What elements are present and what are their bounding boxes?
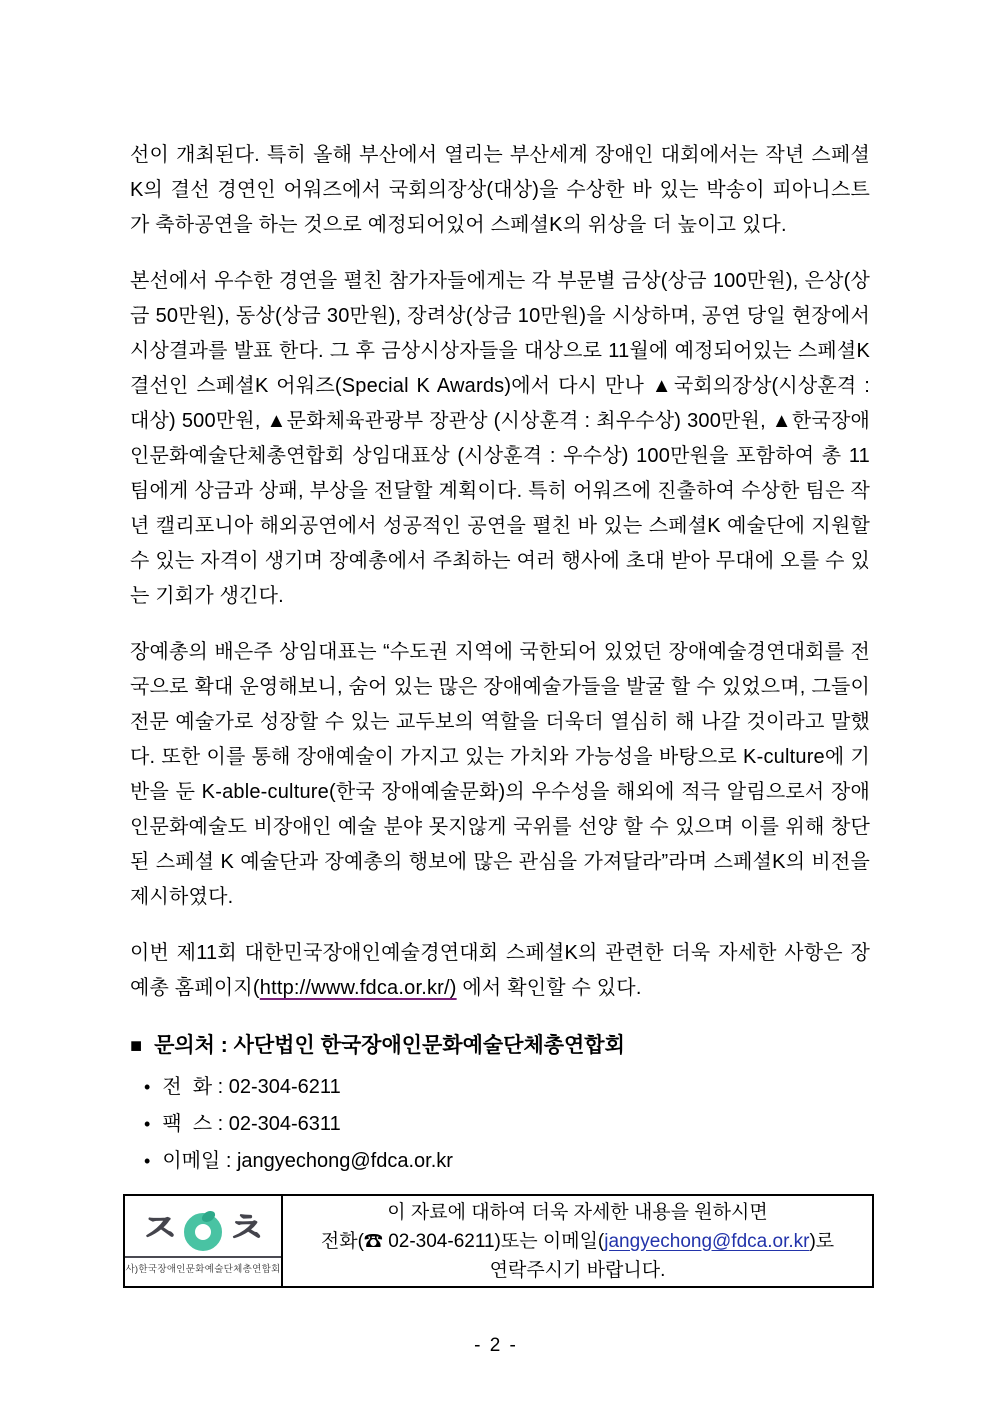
org-logo <box>125 1196 283 1286</box>
email-link[interactable]: jangyechong@fdca.or.kr <box>604 1230 810 1252</box>
square-bullet-icon: ■ <box>130 1034 143 1057</box>
contact-section <box>130 1028 870 1180</box>
dot-bullet-icon: • <box>144 1151 151 1171</box>
contact-item-fax <box>130 1106 870 1143</box>
dot-bullet-icon: • <box>144 1114 151 1134</box>
homepage-link[interactable]: http://www.fdca.or.kr/) <box>259 977 457 999</box>
logo-letter-jieut: ㅈ <box>139 1205 180 1252</box>
page-number: - 2 - <box>474 1335 518 1356</box>
logo-donut-icon <box>184 1213 222 1251</box>
separator: : <box>212 1076 229 1098</box>
footer-note-box <box>123 1194 874 1288</box>
footer-line-2-suffix: )로 <box>809 1230 835 1252</box>
contact-item-email <box>130 1143 870 1180</box>
fax-value: 02-304-6311 <box>228 1113 341 1135</box>
fax-label: 팩 스 <box>162 1113 213 1135</box>
paragraph-4 <box>130 936 870 1006</box>
telephone-icon: ☎ <box>363 1230 383 1252</box>
footer-note-text <box>283 1196 872 1286</box>
contact-heading <box>130 1028 870 1063</box>
logo-caption: 사)한국장애인문화예술단체총연합회 <box>125 1256 280 1275</box>
paragraph-4-text-before: 이번 제11회 대한민국장애인예술경연대회 스페셜K의 관련한 더욱 자세한 사항은 장예총 홈페이지( <box>130 942 870 999</box>
paragraph-3: 장예총의 배은주 상임대표는 “수도권 지역에 국한되어 있었던 장애예술경연대회를 전국으로 확대 운영해보니, 숨어 있는 많은 장애예술가들을 발굴 할 수 있었으며, 그들이 전문 예술가로 성장할 수 있는 교두보의 역할을 더욱더 열심히 해 나갈 것이라고 말했다. 또한 이를 통해 장애예술이 가지고 있는 가치와 가능성을 바탕으로 K-culture에 기반을 둔 K-able-culture(한국 장애예술문화)의 우수성을 해외에 적극 알림으로서 장애인문화예술도 비장애인 예술 분야 못지않게 국위를 선양 할 수 있으며 이를 위해 창단된 스페셜 K 예술단과 장예총의 행보에 많은 관심을 가져달라”라며 스페셜K의 비전을 제시하였다. <box>130 641 870 908</box>
paragraph-4-text-after: 에서 확인할 수 있다. <box>456 977 642 999</box>
footer-line-1: 이 자료에 대하여 더욱 자세한 내용을 원하시면 <box>387 1201 768 1223</box>
footer-line-2 <box>321 1227 834 1256</box>
phone-label: 전 화 <box>162 1076 213 1098</box>
footer-line-2-prefix: 전화( <box>320 1230 364 1252</box>
logo-glyphs <box>139 1207 266 1251</box>
paragraph-1: 선이 개최된다. 특히 올해 부산에서 열리는 부산세계 장애인 대회에서는 작년 스페셜K의 결선 경연인 어워즈에서 국회의장상(대상)을 수상한 바 있는 박송이 피아니스트가 축하공연을 하는 것으로 예정되어있어 스페셜K의 위상을 더 높이고 있다. <box>130 144 870 236</box>
separator: : <box>220 1150 237 1172</box>
logo-letter-chieut: ㅊ <box>226 1205 267 1252</box>
document-body <box>125 138 870 1288</box>
footer-line-2-middle: 02-304-6211)또는 이메일( <box>382 1230 605 1252</box>
separator: : <box>212 1113 229 1135</box>
contact-heading-label: 문의처 : 사단법인 한국장애인문화예술단체총연합회 <box>154 1034 625 1057</box>
email-value: jangyechong@fdca.or.kr <box>236 1150 453 1172</box>
logo-sprout-icon <box>201 1208 217 1225</box>
dot-bullet-icon: • <box>144 1077 151 1097</box>
contact-item-phone <box>130 1069 870 1106</box>
phone-value: 02-304-6211 <box>228 1076 341 1098</box>
email-label: 이메일 <box>162 1150 221 1172</box>
footer-line-3: 연락주시기 바랍니다. <box>489 1259 666 1281</box>
paragraph-2: 본선에서 우수한 경연을 펼친 참가자들에게는 각 부문별 금상(상금 100만원), 은상(상금 50만원), 동상(상금 30만원), 장려상(상금 10만원)을 시상하며, 공연 당일 현장에서 시상결과를 발표 한다. 그 후 금상시상자들을 대상으로 11월에 예정되어있는 스페셜K 결선인 스페셜K 어워즈(Special K Awards)에서 다시 만나 ▲국회의장상(시상훈격 : 대상) 500만원, ▲문화체육관광부 장관상 (시상훈격 : 최우수상) 300만원, ▲한국장애인문화예술단체총연합회 상임대표상 (시상훈격 : 우수상) 100만원을 포함하여 총 11팀에게 상금과 상패, 부상을 전달할 계획이다. 특히 어워즈에 진출하여 수상한 팀은 작년 캘리포니아 해외공연에서 성공적인 공연을 펼친 바 있는 스페셜K 예술단에 지원할 수 있는 자격이 생기며 장예총에서 주최하는 여러 행사에 초대 받아 무대에 오를 수 있는 기회가 생긴다. <box>130 270 870 607</box>
